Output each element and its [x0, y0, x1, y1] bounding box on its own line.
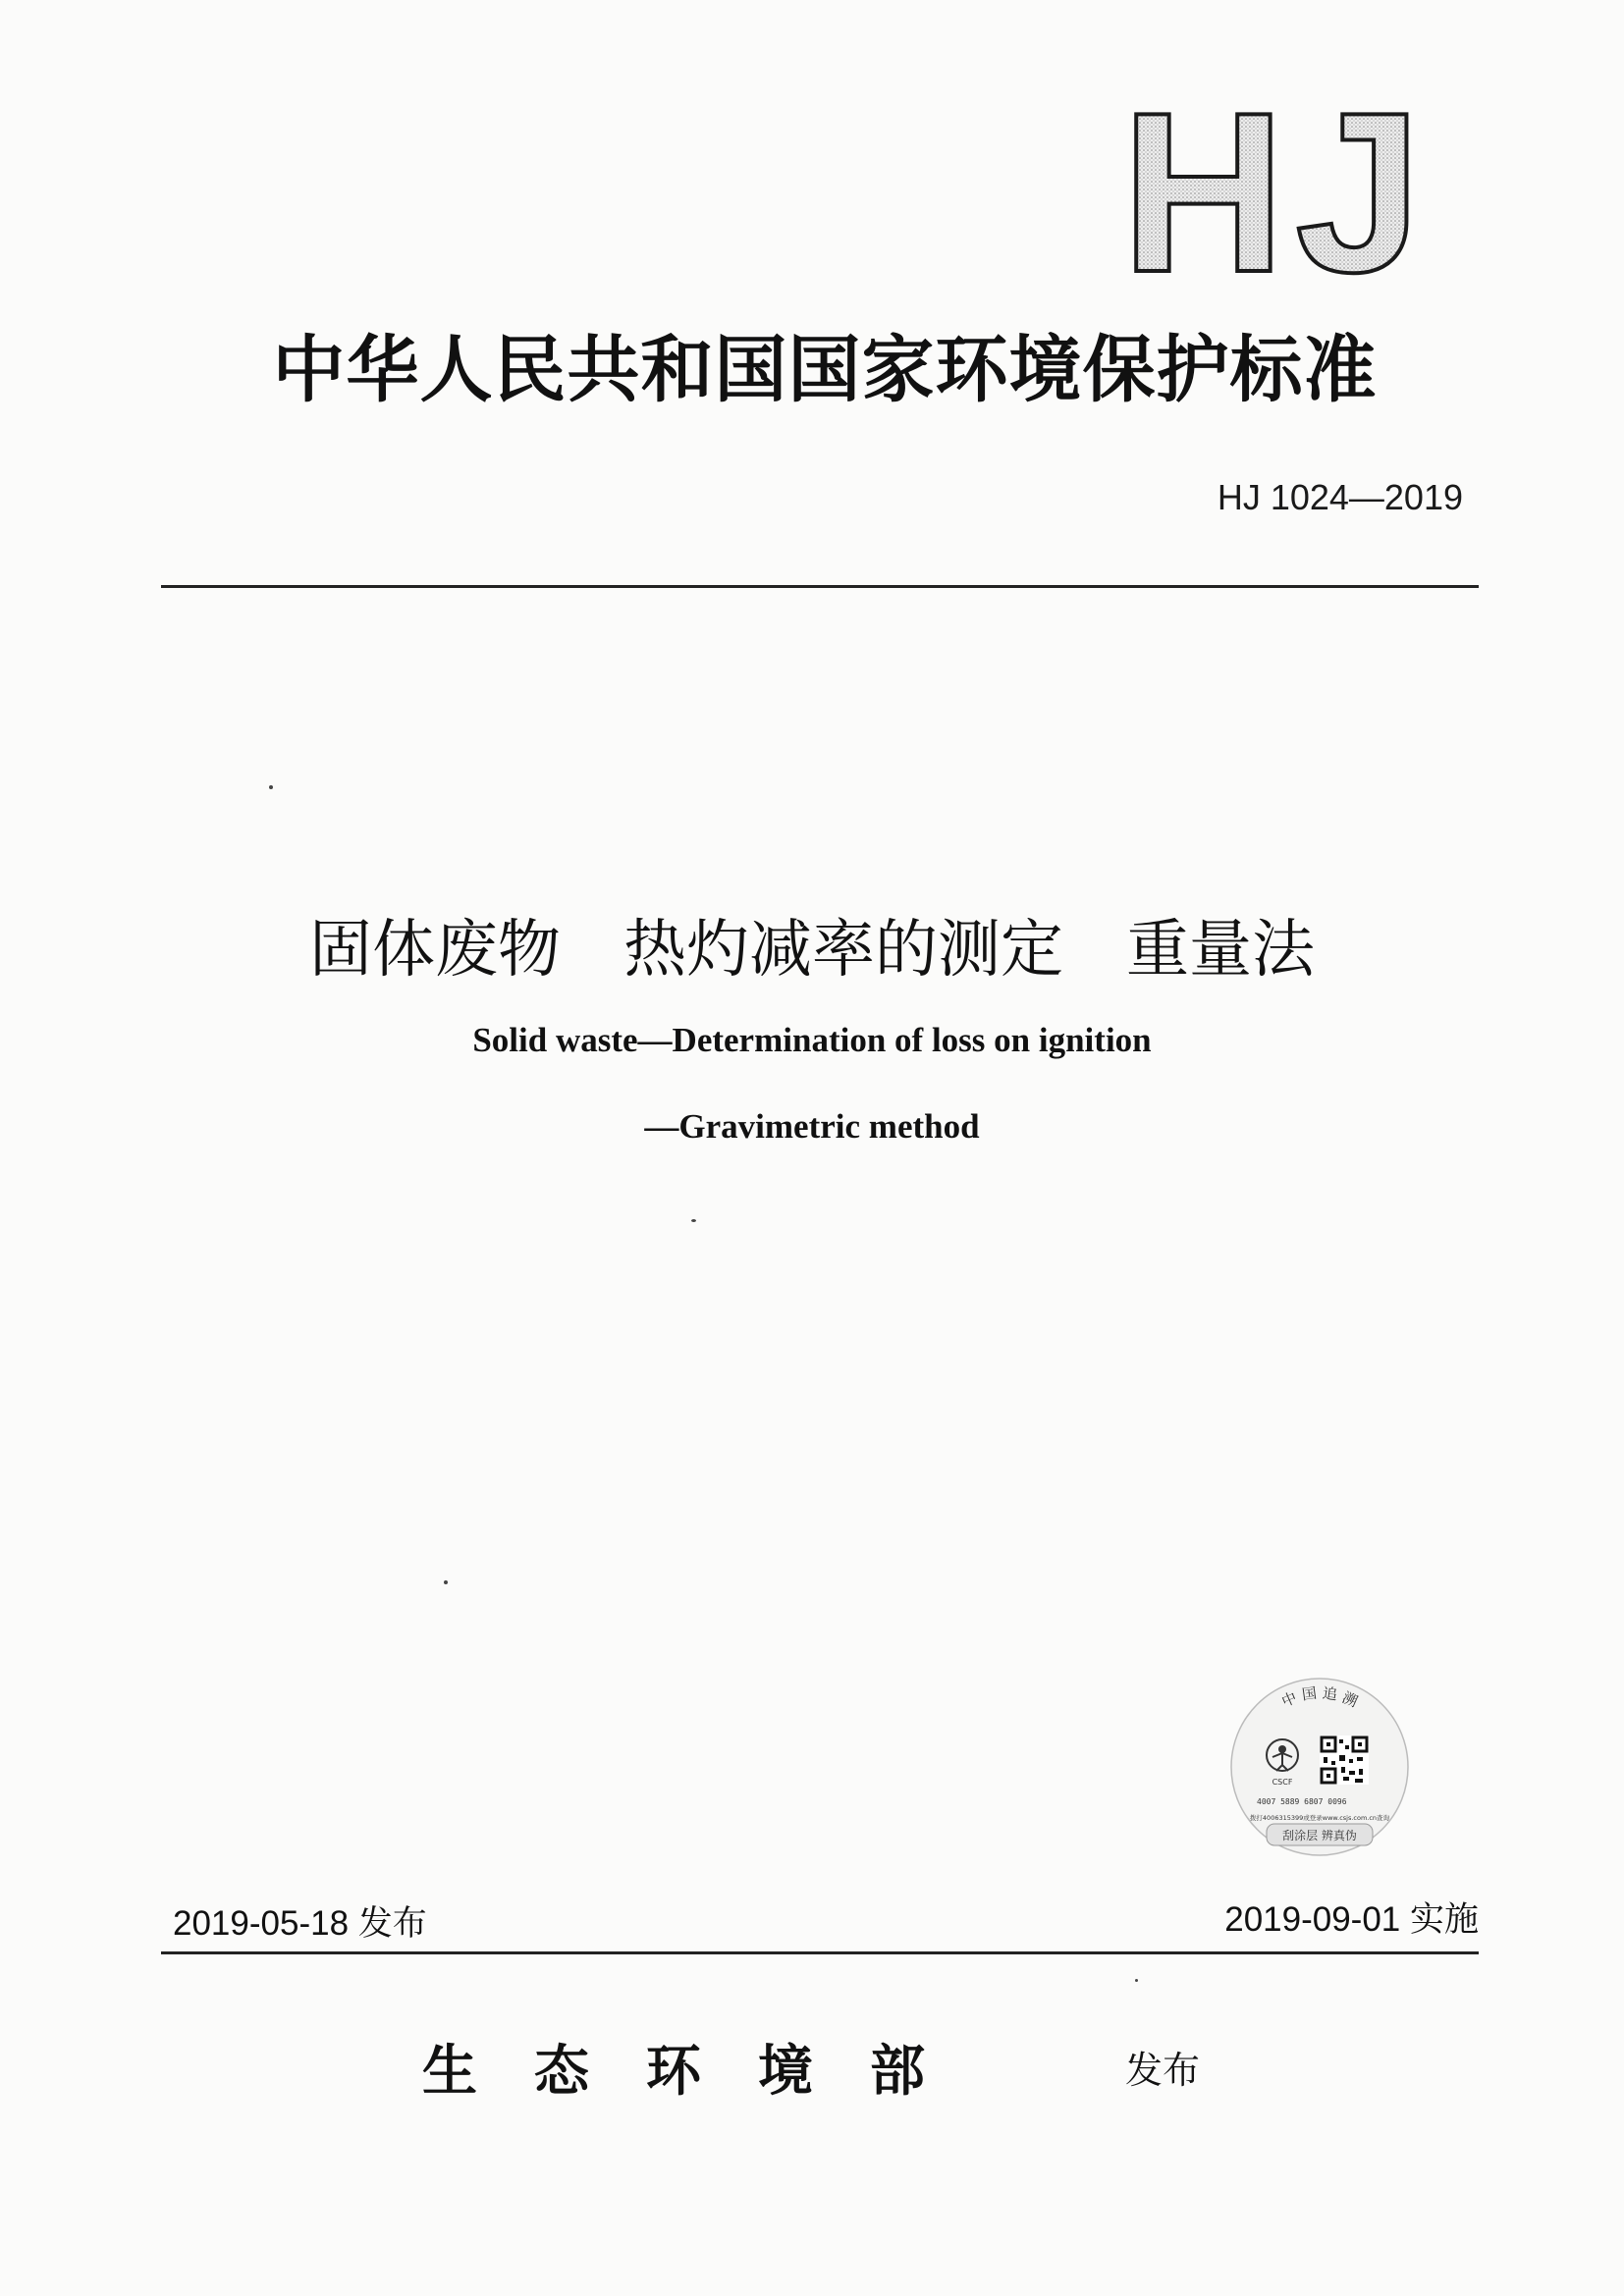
footer-divider — [161, 1951, 1479, 1954]
english-title-line-2: —Gravimetric method — [644, 1107, 980, 1146]
chinese-title — [0, 899, 1624, 989]
hj-logo-letters: HJ — [1120, 94, 1433, 281]
chinese-title-part-1: 固体废物 — [309, 914, 561, 987]
scan-speck — [691, 1219, 696, 1222]
seal-scratch-text: 刮涂层 辨真伪 — [1282, 1829, 1357, 1842]
standard-number: HJ 1024—2019 — [1217, 477, 1463, 517]
hj-logo — [1100, 94, 1453, 281]
publish-label: 发布 — [1125, 2049, 1201, 2092]
seal-org-text: CSCF — [1272, 1778, 1293, 1787]
seal-arc-text: 中 国 追 溯 — [1278, 1683, 1361, 1711]
scan-speck — [444, 1580, 448, 1584]
effective-date: 2019-09-01 实施 — [1224, 1900, 1479, 1939]
chinese-title-part-2: 热灼减率的测定 — [623, 914, 1063, 987]
anti-counterfeit-seal — [1227, 1675, 1412, 1859]
qr-code-icon — [1320, 1735, 1369, 1785]
header-divider — [161, 585, 1479, 588]
seal-info-text: 拨打4006315399或登录www.csjs.com.cn查询 — [1249, 1814, 1390, 1822]
publisher-name: 生态环境部 — [422, 2039, 982, 2104]
chinese-title-part-3: 重量法 — [1126, 914, 1315, 987]
scan-speck — [1135, 1979, 1138, 1982]
english-title-line-1: Solid waste—Determination of loss on ignition — [472, 1021, 1152, 1059]
standard-category-title: 中华人民共和国国家环境保护标准 — [272, 328, 1378, 412]
issue-date: 2019-05-18 发布 — [173, 1904, 427, 1943]
scan-speck — [269, 785, 273, 789]
seal-phone-text: 4007 5889 6807 0096 — [1257, 1797, 1347, 1806]
